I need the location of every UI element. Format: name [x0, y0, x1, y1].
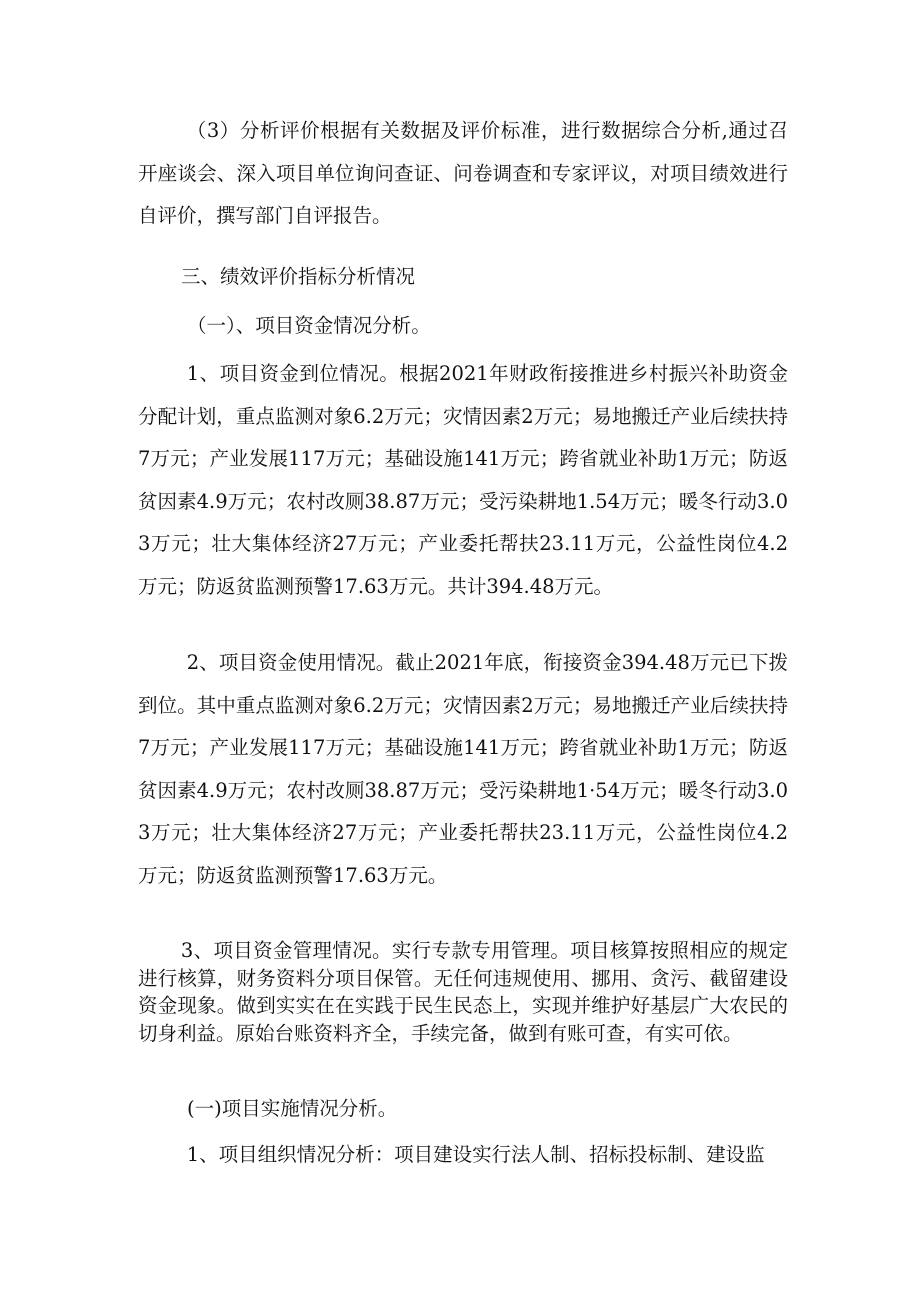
- paragraph-analysis-method: （3）分析评价根据有关数据及评价标准，进行数据综合分析,通过召开座谈会、深入项目单位询问查证、问卷调查和专家评议，对项目绩效进行自评价，撰写部门自评报告。: [138, 119, 788, 227]
- subsection-heading-fund-analysis: （一）、项目资金情况分析。: [187, 314, 431, 337]
- paragraph-organization-analysis: 1、项目组织情况分析：项目建设实行法人制、招标投标制、建设监: [186, 1143, 765, 1166]
- section-heading-indicator-analysis: 三、绩效评价指标分析情况: [181, 265, 416, 288]
- paragraph-fund-arrival: 1、项目资金到位情况。根据2021年财政衔接推进乡村振兴补助资金分配计划，重点监测对象6.2万元；灾情因素2万元；易地搬迁产业后续扶持7万元；产业发展117万元；基础设施141万元；跨省就业补助1万元；防返贫因素4.9万元；农村改厕38.87万元；受污染耕地1.54万元；暖冬行动3.03万元；壮大集体经济27万元；产业委托帮扶23.11万元，公益性岗位4.2万元；防返贫监测预警17.63万元。共计394.48万元。: [138, 362, 788, 598]
- subsection-heading-implementation-analysis: (一)项目实施情况分析。: [187, 1097, 398, 1120]
- paragraph-fund-usage: 2、项目资金使用情况。截止2021年底，衔接资金394.48万元已下拨到位。其中重点监测对象6.2万元；灾情因素2万元；易地搬迁产业后续扶持7万元；产业发展117万元；基础设施141万元；跨省就业补助1万元；防返贫因素4.9万元；农村改厕38.87万元；受污染耕地1·54万元；暖冬行动3.03万元；壮大集体经济27万元；产业委托帮扶23.11万元，公益性岗位4.2万元；防返贫监测预警17.63万元。: [138, 651, 788, 887]
- paragraph-fund-management: 3、项目资金管理情况。实行专款专用管理。项目核算按照相应的规定进行核算，财务资料分项目保管。无任何违规使用、挪用、贪污、截留建设资金现象。做到实实在在实践于民生民态上，实现并维护好基层广大农民的切身利益。原始台账资料齐全，手续完备，做到有账可查，有实可依。: [138, 939, 788, 1045]
